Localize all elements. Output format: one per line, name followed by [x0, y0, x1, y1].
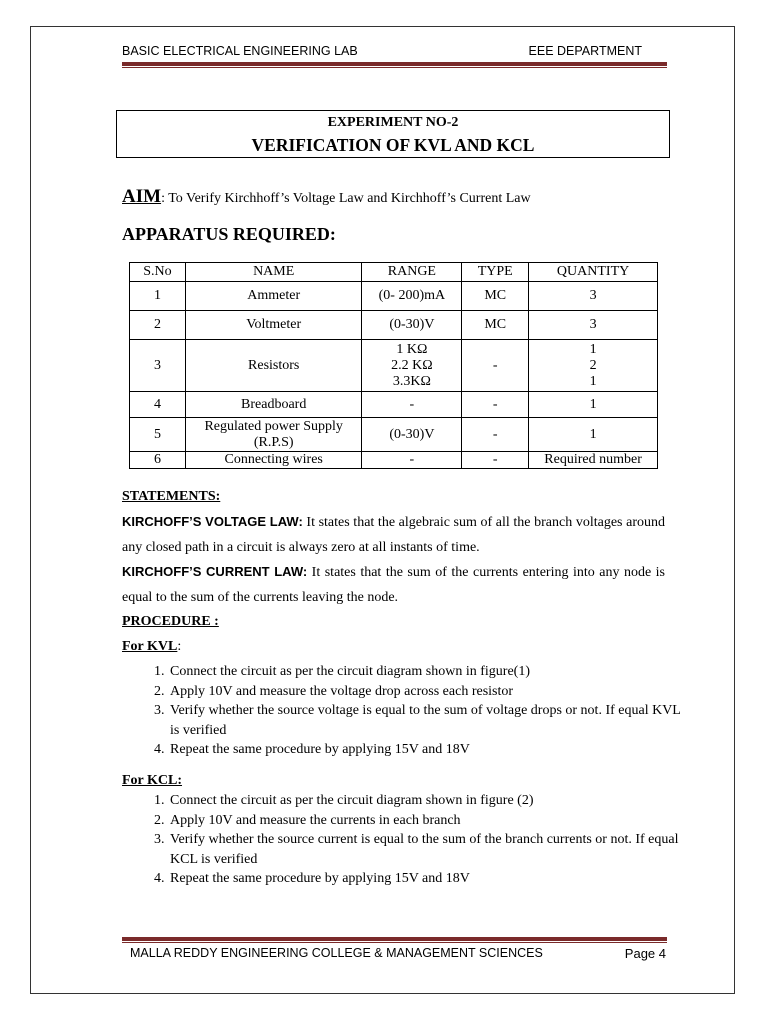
header-department: EEE DEPARTMENT: [528, 44, 642, 58]
kcl-procedure-heading: [122, 768, 665, 793]
list-item: 4. Repeat the same procedure by applying 15V and 18V: [168, 740, 688, 760]
list-item: 2. Apply 10V and measure the voltage drop across each resistor: [168, 682, 688, 702]
table-row: [130, 311, 658, 340]
kvl-text: It states that the algebraic sum of all the branch voltages around any closed path in a circuit is always zero at all instants of time.: [122, 515, 665, 555]
header-rule: [122, 62, 667, 66]
cell-range: -: [362, 452, 462, 469]
cell-quantity: 3: [529, 311, 658, 340]
cell-quantity: [529, 340, 658, 392]
page-footer: [130, 946, 666, 960]
table-row: [130, 340, 658, 392]
cell-sno: 1: [130, 282, 186, 311]
list-item: 4. Repeat the same procedure by applying 15V and 18V: [168, 869, 688, 889]
kvl-label: KIRCHOFF’S VOLTAGE LAW:: [122, 514, 303, 529]
kcl-steps-list: [148, 791, 688, 889]
header-rule-thin: [122, 67, 667, 68]
resistor-value-2: 2.2 KΩ: [391, 357, 433, 373]
kvl-statement: [122, 509, 665, 560]
aim-label: AIM: [122, 186, 162, 207]
procedure-heading: [122, 609, 665, 634]
col-header-name: NAME: [185, 263, 362, 282]
apparatus-table: [129, 262, 658, 469]
experiment-name: VERIFICATION OF KVL AND KCL: [251, 135, 535, 155]
cell-type: -: [462, 452, 529, 469]
cell-type: -: [462, 392, 529, 418]
cell-type: MC: [462, 282, 529, 311]
rps-name-line-1: Regulated power Supply: [204, 418, 343, 434]
resistor-qty-1: 1: [589, 341, 597, 357]
cell-range: (0- 200)mA: [362, 282, 462, 311]
col-header-type: TYPE: [462, 263, 529, 282]
cell-range: [362, 340, 462, 392]
kcl-heading-text: For KCL:: [122, 773, 183, 788]
resistor-qty-2: 2: [589, 357, 597, 373]
kvl-steps-list: [148, 662, 688, 760]
list-item: 1. Connect the circuit as per the circuit diagram shown in figure(1): [168, 662, 688, 682]
table-row: [130, 392, 658, 418]
cell-sno: 4: [130, 392, 186, 418]
cell-type: -: [462, 418, 529, 452]
cell-range: (0-30)V: [362, 311, 462, 340]
rps-name-line-2: (R.P.S): [253, 434, 294, 450]
cell-sno: 6: [130, 452, 186, 469]
table-header-row: [130, 263, 658, 282]
procedure-heading-text: PROCEDURE :: [122, 614, 219, 629]
statements-heading-text: STATEMENTS:: [122, 489, 221, 504]
resistor-qty-3: 1: [589, 373, 597, 389]
header-lab-name: BASIC ELECTRICAL ENGINEERING LAB: [122, 44, 358, 58]
cell-sno: 3: [130, 340, 186, 392]
cell-type: -: [462, 340, 529, 392]
kcl-statement: [122, 559, 665, 610]
col-header-sno: S.No: [130, 263, 186, 282]
cell-range: (0-30)V: [362, 418, 462, 452]
statements-heading: [122, 484, 665, 509]
cell-name: Ammeter: [185, 282, 362, 311]
col-header-range: RANGE: [362, 263, 462, 282]
list-item: 1. Connect the circuit as per the circuit diagram shown in figure (2): [168, 791, 688, 811]
footer-rule-thin: [122, 942, 667, 943]
footer-rule: [122, 937, 667, 941]
cell-name: [185, 418, 362, 452]
aim-line: [122, 186, 531, 208]
cell-quantity: Required number: [529, 452, 658, 469]
cell-quantity: 1: [529, 418, 658, 452]
cell-quantity: 3: [529, 282, 658, 311]
footer-college-name: MALLA REDDY ENGINEERING COLLEGE & MANAGEMENT SCIENCES: [130, 946, 543, 960]
cell-type: MC: [462, 311, 529, 340]
apparatus-heading: APPARATUS REQUIRED:: [122, 224, 336, 244]
kcl-text: It states that the sum of the currents entering into any node is equal to the sum of the currents leaving the node.: [122, 565, 665, 605]
table-row: [130, 282, 658, 311]
cell-range: -: [362, 392, 462, 418]
col-header-quantity: QUANTITY: [529, 263, 658, 282]
kvl-procedure-heading: [122, 634, 665, 659]
cell-quantity: 1: [529, 392, 658, 418]
cell-name: Voltmeter: [185, 311, 362, 340]
table-row: [130, 452, 658, 469]
cell-sno: 5: [130, 418, 186, 452]
experiment-number: EXPERIMENT NO-2: [327, 115, 459, 130]
cell-name: Breadboard: [185, 392, 362, 418]
kcl-label: KIRCHOFF’S CURRENT LAW:: [122, 564, 308, 579]
page-number: Page 4: [624, 946, 666, 961]
kvl-heading-text: For KVL: [122, 639, 178, 654]
list-item: 2. Apply 10V and measure the currents in each branch: [168, 811, 688, 831]
resistor-value-3: 3.3KΩ: [392, 373, 431, 389]
table-row: [130, 418, 658, 452]
cell-name: Resistors: [185, 340, 362, 392]
list-item: 3. Verify whether the source voltage is equal to the sum of voltage drops or not. If equal KVL is verified: [168, 701, 688, 740]
cell-name: Connecting wires: [185, 452, 362, 469]
aim-text: : To Verify Kirchhoff’s Voltage Law and Kirchhoff’s Current Law: [161, 191, 531, 206]
cell-sno: 2: [130, 311, 186, 340]
list-item: 3. Verify whether the source current is equal to the sum of the branch currents or not. If equal KCL is verified: [168, 830, 688, 869]
kvl-heading-colon: :: [177, 639, 182, 654]
resistor-value-1: 1 KΩ: [396, 341, 428, 357]
experiment-title-box: [116, 110, 670, 158]
